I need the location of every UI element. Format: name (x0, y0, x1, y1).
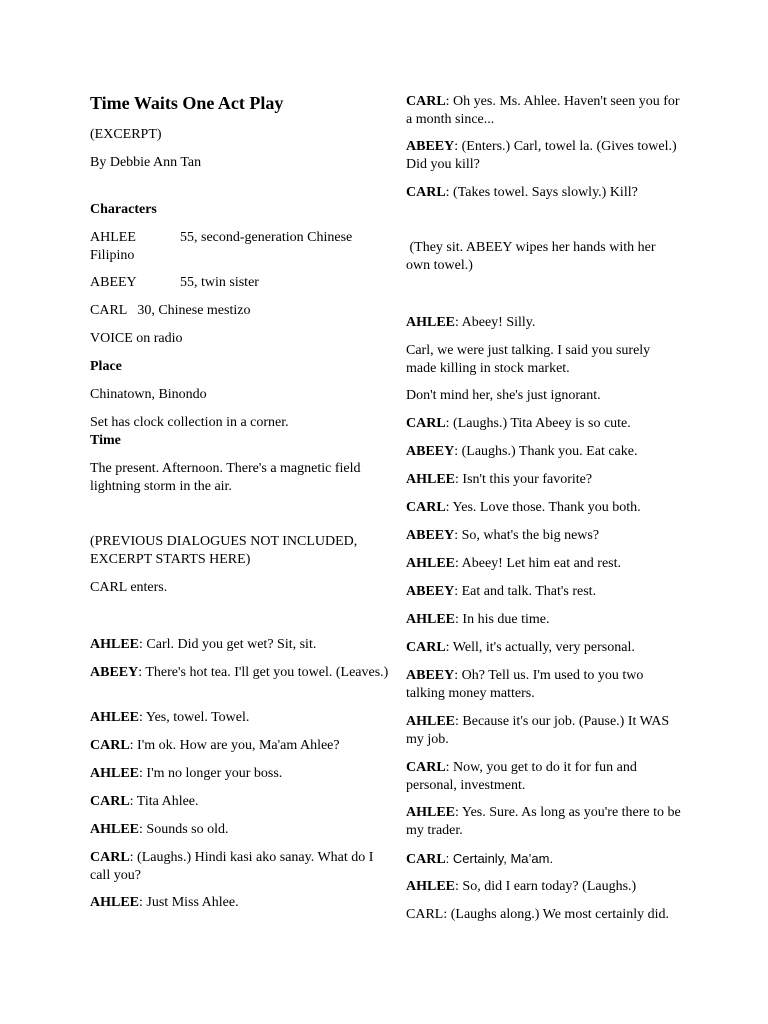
dialogue-text: : (Laughs.) Thank you. Eat cake. (454, 444, 638, 459)
dialogue-line (406, 850, 682, 869)
speaker-name: CARL (90, 738, 130, 753)
speaker-name: CARL (406, 416, 446, 431)
dialogue-text: : Well, it's actually, very personal. (445, 640, 635, 655)
dialogue-line (90, 636, 390, 654)
speaker-name: CARL (406, 500, 446, 515)
speaker-name: AHLEE (406, 714, 456, 729)
dialogue-text: : So, what's the big news? (454, 528, 600, 543)
dialogue-line (406, 471, 682, 489)
dialogue-line (406, 804, 682, 840)
speaker-name: AHLEE (90, 766, 140, 781)
dialogue-line (406, 555, 682, 573)
time-text: The present. Afternoon. There's a magnetic field lightning storm in the air. (90, 461, 361, 494)
byline: By Debbie Ann Tan (90, 155, 202, 170)
speaker-name: ABEEY (406, 584, 455, 599)
speaker-name: CARL (406, 640, 446, 655)
stage-direction-they-sit: (They sit. ABEEY wipes her hands with her own towel.) (406, 240, 659, 273)
dialogue-line (406, 759, 682, 795)
dialogue-text: : Isn't this your favorite? (455, 472, 593, 487)
dialogue-line (406, 184, 682, 202)
dialogue-line (406, 443, 682, 461)
dialogue-line (406, 639, 682, 657)
dialogue-line (406, 415, 682, 433)
speaker-name: ABEEY (406, 528, 455, 543)
character-ahlee (90, 229, 390, 265)
character-description-continued: Filipino (90, 248, 135, 263)
dialogue-text: : Because it's our job. (Pause.) It WAS my job. (406, 714, 670, 747)
dialogue-line (406, 138, 682, 174)
dialogue-text: : Abeey! Let him eat and rest. (455, 556, 622, 571)
set-text: Set has clock collection in a corner. (90, 415, 289, 430)
dialogue-text: : I'm no longer your boss. (139, 766, 283, 781)
speaker-name: ABEEY (90, 665, 139, 680)
dialogue-text: : Yes. Sure. As long as you're there to be my trader. (406, 805, 681, 838)
speaker-name: AHLEE (90, 637, 140, 652)
character-name: AHLEE (90, 230, 136, 245)
dialogue-continuation: Carl, we were just talking. I said you surely made killing in stock market. (406, 343, 651, 376)
dialogue-line (406, 527, 682, 545)
time-heading: Time (90, 433, 121, 448)
character-carl: CARL 30, Chinese mestizo (90, 303, 251, 318)
character-name: ABEEY (90, 275, 137, 290)
dialogue-text: : (Laughs.) Tita Abeey is so cute. (445, 416, 631, 431)
character-description: 55, second-generation Chinese (180, 230, 353, 245)
previous-dialogues-note: (PREVIOUS DIALOGUES NOT INCLUDED, EXCERPT STARTS HERE) (90, 534, 358, 567)
excerpt-label: (EXCERPT) (90, 127, 162, 142)
dialogue-text: : Yes, towel. Towel. (139, 710, 250, 725)
speaker-name: ABEEY (406, 668, 455, 683)
speaker-name: ABEEY (406, 444, 455, 459)
dialogue-line (90, 709, 390, 727)
characters-heading: Characters (90, 202, 157, 217)
play-title: Time Waits One Act Play (90, 93, 284, 113)
speaker-name: CARL (90, 850, 130, 865)
speaker-name: AHLEE (406, 879, 456, 894)
speaker-name: AHLEE (406, 315, 456, 330)
speaker-name: AHLEE (406, 805, 456, 820)
speaker-name: CARL (406, 852, 446, 867)
dialogue-line (90, 849, 390, 885)
dialogue-text: : In his due time. (455, 612, 550, 627)
speaker-name: ABEEY (406, 139, 455, 154)
character-abeey (90, 274, 390, 292)
dialogue-line (90, 793, 390, 811)
dialogue-line (406, 667, 682, 703)
dialogue-text: : (Takes towel. Says slowly.) Kill? (445, 185, 638, 200)
speaker-name: AHLEE (406, 556, 456, 571)
dialogue-text: : Tita Ahlee. (129, 794, 199, 809)
character-voice: VOICE on radio (90, 331, 183, 346)
dialogue-line (406, 93, 682, 129)
dialogue-text: : Now, you get to do it for fun and personal, investment. (406, 760, 637, 793)
dialogue-text: : Eat and talk. That's rest. (454, 584, 597, 599)
dialogue-text: : (Enters.) Carl, towel la. (Gives towel.) Did you kill? (406, 139, 677, 172)
dialogue-line (90, 737, 390, 755)
speaker-name: AHLEE (90, 895, 140, 910)
place-heading: Place (90, 359, 122, 374)
stage-direction-carl-enters: CARL enters. (90, 580, 168, 595)
speaker-name: AHLEE (90, 710, 140, 725)
dialogue-text: : Certainly, Ma’am. (445, 851, 554, 866)
dialogue-text: : So, did I earn today? (Laughs.) (455, 879, 637, 894)
dialogue-text: : Abeey! Silly. (455, 315, 536, 330)
dialogue-line (90, 821, 390, 839)
dialogue-line (90, 894, 390, 912)
speaker-name: CARL (406, 94, 446, 109)
dialogue-text: : Sounds so old. (139, 822, 229, 837)
dialogue-line (90, 664, 390, 682)
dialogue-text: : There's hot tea. I'll get you towel. (Leaves.) (138, 665, 389, 680)
speaker-name: AHLEE (406, 472, 456, 487)
speaker-name: AHLEE (406, 612, 456, 627)
dialogue-text: : Carl. Did you get wet? Sit, sit. (139, 637, 317, 652)
dialogue-text: : Just Miss Ahlee. (139, 895, 239, 910)
speaker-name: CARL (406, 760, 446, 775)
dialogue-text: : I'm ok. How are you, Ma'am Ahlee? (129, 738, 340, 753)
speaker-name: CARL (90, 794, 130, 809)
dialogue-continuation: Don't mind her, she's just ignorant. (406, 388, 601, 403)
dialogue-line-final: CARL: (Laughs along.) We most certainly did. (406, 907, 670, 922)
place-text: Chinatown, Binondo (90, 387, 207, 402)
dialogue-text: : Oh yes. Ms. Ahlee. Haven't seen you for a month since... (406, 94, 680, 127)
dialogue-line (406, 314, 682, 332)
dialogue-line (406, 713, 682, 749)
dialogue-line (406, 583, 682, 601)
dialogue-line (406, 499, 682, 517)
dialogue-line (406, 611, 682, 629)
speaker-name: AHLEE (90, 822, 140, 837)
dialogue-text: : Yes. Love those. Thank you both. (445, 500, 641, 515)
dialogue-line (406, 878, 682, 896)
character-description: 55, twin sister (180, 275, 259, 290)
dialogue-line (90, 765, 390, 783)
dialogue-text: : Oh? Tell us. I'm used to you two talking money matters. (406, 668, 644, 701)
dialogue-text: : (Laughs.) Hindi kasi ako sanay. What do I call you? (90, 850, 374, 883)
speaker-name: CARL (406, 185, 446, 200)
